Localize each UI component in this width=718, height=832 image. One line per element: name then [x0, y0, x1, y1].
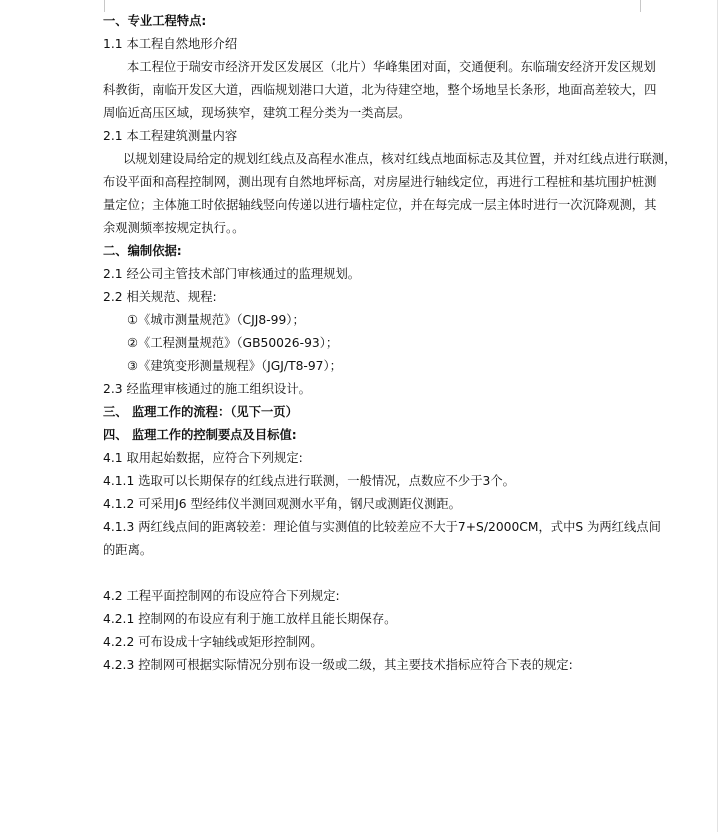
- paragraph-line: 周临近高压区域，现场狭窄，建筑工程分类为一类高层。: [103, 106, 411, 120]
- paragraph-line: 4.1 取用起始数据，应符合下列规定:: [103, 451, 303, 465]
- paragraph-line: 量定位；主体施工时依据轴线竖向传递以进行墙柱定位，并在每完成一层主体时进行一次沉降观测，其: [103, 198, 657, 212]
- section-1-heading: 一、专业工程特点:: [103, 14, 207, 28]
- paragraph-line: 余观测频率按规定执行。。: [103, 221, 245, 235]
- code-reference: ②《工程测量规范》（GB50026-93）；: [127, 336, 339, 350]
- paragraph-line: 本工程位于瑞安市经济开发区发展区（北片）华峰集团对面，交通便利。东临瑞安经济开发区规划: [127, 60, 656, 74]
- paragraph-line: 4.1.3 两红线点间的距离较差：理论值与实测值的比较差应不大于7+S/2000CM，式中S 为两红线点间: [103, 520, 661, 534]
- blank-line: [103, 562, 677, 585]
- code-reference: ③《建筑变形测量规程》（JGJ/T8-97）；: [127, 359, 342, 373]
- paragraph-line: 4.2.1 控制网的布设应有利于施工放样且能长期保存。: [103, 612, 397, 626]
- paragraph-line: 4.2.3 控制网可根据实际情况分别布设一级或二级，其主要技术指标应符合下表的规定:: [103, 658, 573, 672]
- section-2-heading: 二、编制依据:: [103, 244, 182, 258]
- paragraph-line: 4.1.1 选取可以长期保存的红线点进行联测，一般情况，点数应不少于3个。: [103, 474, 515, 488]
- paragraph-line: 4.2.2 可布设成十字轴线或矩形控制网。: [103, 635, 323, 649]
- section-1-1-heading: 1.1 本工程自然地形介绍: [103, 37, 238, 51]
- section-2-1-heading: 2.1 本工程建筑测量内容: [103, 129, 238, 143]
- section-4-heading: 四、 监理工作的控制要点及目标值:: [103, 428, 297, 442]
- list-item: 2.1 经公司主管技术部门审核通过的监理规划。: [103, 267, 361, 281]
- paragraph-line: 以规划建设局给定的规划红线点及高程水准点，核对红线点地面标志及其位置，并对红线点进行联测，: [123, 152, 677, 166]
- list-item: 2.3 经监理审核通过的施工组织设计。: [103, 382, 311, 396]
- paragraph-line: 的距离。: [103, 543, 153, 557]
- paragraph-line: 4.2 工程平面控制网的布设应符合下列规定:: [103, 589, 340, 603]
- paragraph-line: 科教街，南临开发区大道，西临规划港口大道，北为待建空地，整个场地呈长条形，地面高差较大，四: [103, 83, 657, 97]
- document-body: [103, 10, 677, 677]
- code-reference: ①《城市测量规范》（CJJ8-99）；: [127, 313, 305, 327]
- paragraph-line: 布设平面和高程控制网，测出现有自然地坪标高，对房屋进行轴线定位，再进行工程桩和基坑围护桩测: [103, 175, 657, 189]
- paragraph-line: 4.1.2 可采用J6 型经纬仪半测回观测水平角，钢尺或测距仪测距。: [103, 497, 461, 511]
- section-3-heading: 三、 监理工作的流程：（见下一页）: [103, 405, 298, 419]
- list-item: 2.2 相关规范、规程:: [103, 290, 217, 304]
